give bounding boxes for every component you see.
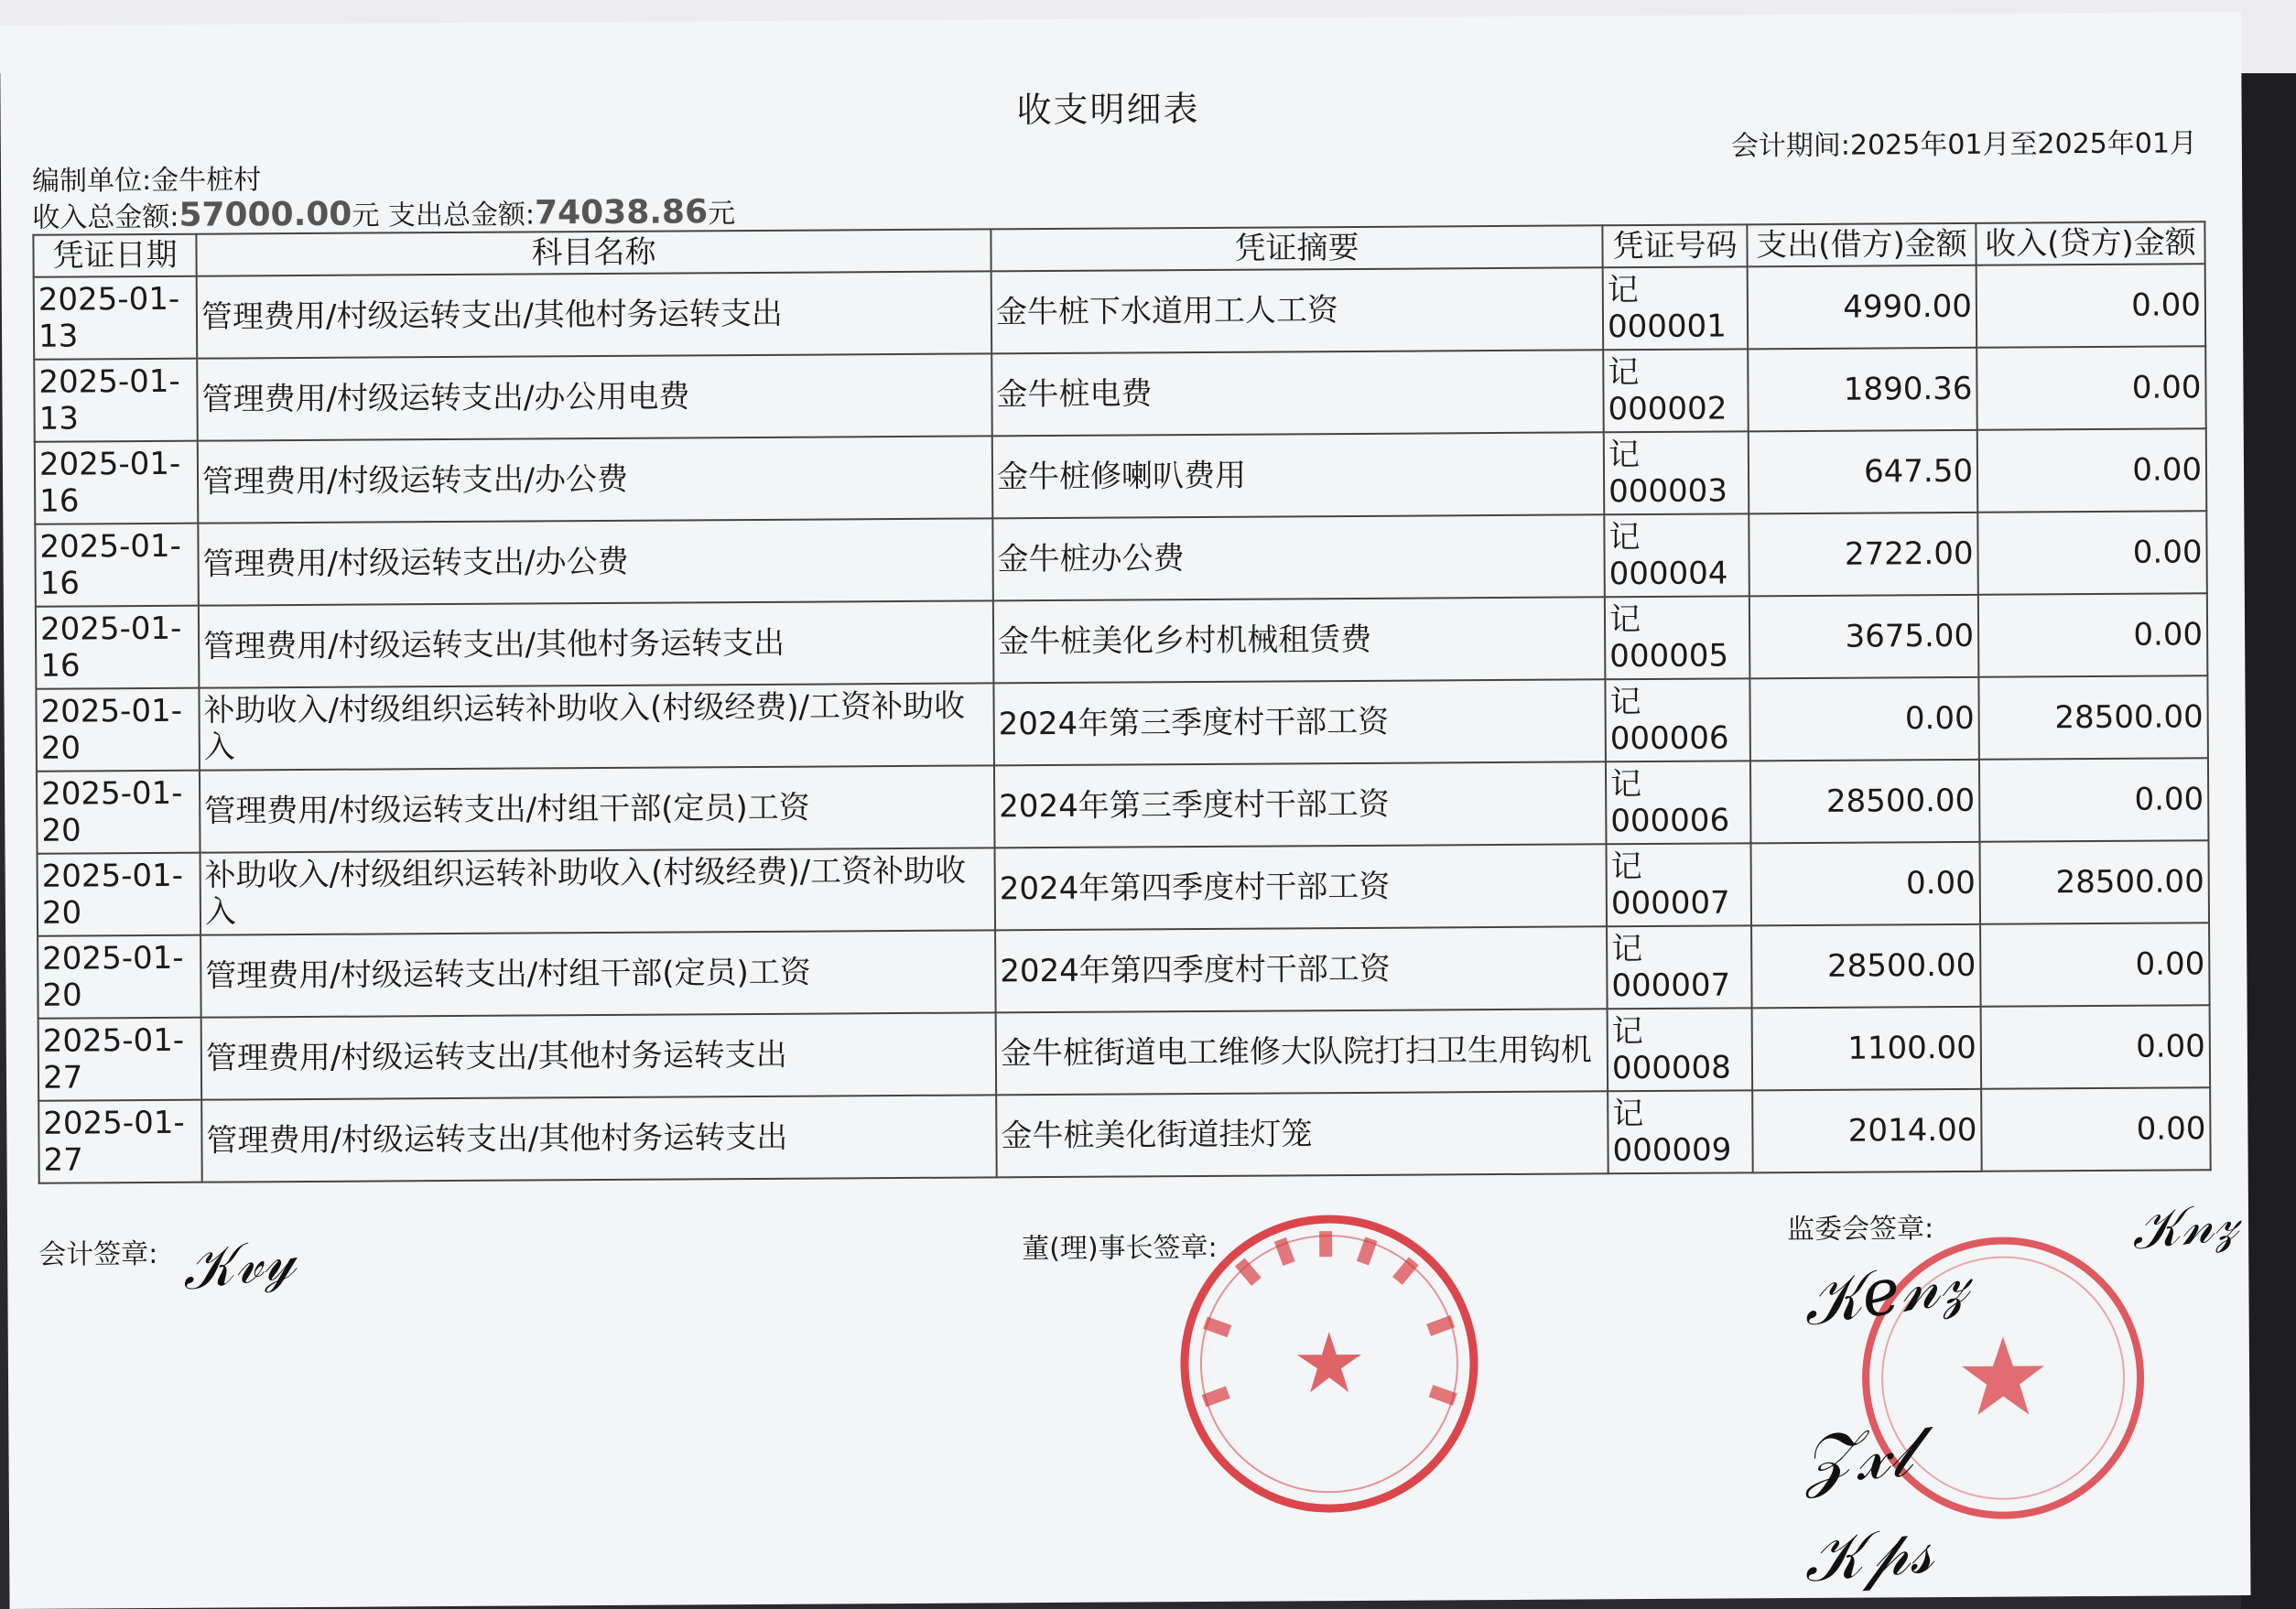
accountant-handwritten-signature: 𝒦𝓋𝓎 [178, 1224, 299, 1304]
cell-subject: 补助收入/村级组织运转补助收入(村级经费)/工资补助收入 [199, 683, 994, 770]
cell-date: 2025-01-20 [37, 771, 200, 854]
totals-line [32, 190, 735, 235]
table-row [38, 1087, 2211, 1182]
column-header-credit: 收入(贷方)金额 [1976, 221, 2204, 265]
supervisor-handwritten-signature-1: 𝒦𝑒𝓃𝓏 [1797, 1242, 1974, 1342]
column-header-subject: 科目名称 [196, 229, 991, 275]
cell-credit: 0.00 [1978, 593, 2208, 677]
cell-debit: 28500.00 [1750, 760, 1980, 844]
cell-debit: 2014.00 [1752, 1089, 1982, 1173]
table-row [38, 1005, 2211, 1100]
cell-subject: 管理费用/村级运转支出/其他村务运转支出 [197, 271, 992, 358]
cell-credit: 0.00 [1977, 346, 2206, 430]
supervisor-handwritten-signature-2: 𝒵𝓍𝓁 [1800, 1410, 1915, 1501]
cell-summary: 金牛桩美化乡村机械租赁费 [993, 597, 1606, 683]
table-row [34, 264, 2206, 359]
table-row [36, 593, 2208, 688]
column-header-date: 凭证日期 [33, 234, 196, 277]
cell-voucher: 记000004 [1604, 513, 1749, 597]
column-header-voucher: 凭证号码 [1602, 224, 1747, 267]
table-row [34, 346, 2206, 441]
compiling-unit: 编制单位:金牛桩村 [31, 164, 262, 198]
income-total-value: 57000.00 [179, 195, 352, 234]
cell-debit: 0.00 [1749, 677, 1979, 761]
chairman-red-seal-icon [1168, 1203, 1490, 1525]
table-row [35, 511, 2207, 606]
cell-voucher: 记000003 [1604, 431, 1749, 514]
cell-summary: 金牛桩美化街道挂灯笼 [996, 1091, 1608, 1177]
cell-subject: 管理费用/村级运转支出/村组干部(定员)工资 [200, 930, 996, 1017]
cell-subject: 管理费用/村级运转支出/办公费 [198, 436, 993, 523]
cell-subject: 管理费用/村级运转支出/其他村务运转支出 [201, 1095, 997, 1182]
cell-date: 2025-01-16 [35, 441, 199, 524]
cell-date: 2025-01-16 [35, 524, 199, 607]
accounting-period: 会计期间:2025年01月至2025年01月 [1730, 127, 2198, 163]
cell-voucher: 记000001 [1603, 266, 1749, 350]
cell-summary: 金牛桩办公费 [992, 514, 1605, 600]
cell-credit: 0.00 [1977, 264, 2206, 348]
cell-subject: 补助收入/村级组织运转补助收入(村级经费)/工资补助收入 [200, 848, 996, 934]
cell-summary: 金牛桩电费 [991, 350, 1604, 436]
cell-subject: 管理费用/村级运转支出/办公费 [198, 518, 993, 605]
cell-credit: 0.00 [1979, 758, 2209, 842]
cell-voucher: 记000007 [1606, 843, 1751, 926]
cell-debit: 1100.00 [1752, 1007, 1982, 1091]
cell-credit: 0.00 [1977, 511, 2207, 595]
table-row [38, 923, 2210, 1018]
cell-subject: 管理费用/村级运转支出/其他村务运转支出 [199, 600, 994, 687]
cell-subject: 管理费用/村级运转支出/其他村务运转支出 [201, 1012, 997, 1099]
cell-credit: 0.00 [1981, 1005, 2211, 1089]
cell-debit: 4990.00 [1748, 265, 1977, 350]
cell-voucher: 记000006 [1606, 761, 1751, 844]
cell-summary: 2024年第四季度村干部工资 [995, 926, 1608, 1012]
chairman-signature-label: 董(理)事长签章: [1022, 1231, 1218, 1266]
document-title: 收支明细表 [1016, 88, 1200, 131]
cell-summary: 2024年第四季度村干部工资 [995, 844, 1608, 930]
cell-debit: 0.00 [1750, 842, 1980, 926]
cell-date: 2025-01-20 [38, 935, 201, 1019]
cell-summary: 金牛桩修喇叭费用 [992, 432, 1605, 518]
cell-voucher: 记000009 [1608, 1090, 1753, 1173]
column-header-debit: 支出(借方)金额 [1747, 223, 1976, 267]
supervisor-signature-label: 监委会签章: [1786, 1213, 1934, 1247]
cell-date: 2025-01-20 [38, 853, 201, 936]
cell-debit: 647.50 [1749, 430, 1978, 514]
cell-subject: 管理费用/村级运转支出/村组干部(定员)工资 [200, 765, 995, 852]
cell-summary: 2024年第三季度村干部工资 [993, 679, 1606, 765]
cell-date: 2025-01-13 [34, 359, 198, 442]
ledger-table [32, 221, 2211, 1183]
cell-credit: 0.00 [1977, 428, 2207, 513]
table-row [36, 675, 2208, 771]
cell-debit: 2722.00 [1749, 513, 1978, 597]
cell-date: 2025-01-27 [38, 1018, 202, 1101]
cell-date: 2025-01-13 [34, 276, 198, 360]
cell-debit: 1890.36 [1748, 348, 1977, 432]
cell-summary: 金牛桩街道电工维修大队院打扫卫生用钩机 [996, 1009, 1608, 1095]
cell-credit: 28500.00 [1978, 675, 2208, 760]
supervisor-handwritten-signature-3: 𝒦𝓅𝓈 [1801, 1512, 1935, 1597]
expense-total-label: 元 支出总金额: [352, 199, 536, 232]
cell-voucher: 记000007 [1607, 925, 1752, 1009]
cell-date: 2025-01-27 [38, 1100, 202, 1183]
cell-credit: 0.00 [1981, 1087, 2211, 1172]
cell-date: 2025-01-20 [36, 688, 200, 772]
cell-summary: 2024年第三季度村干部工资 [994, 761, 1607, 848]
table-row [38, 840, 2210, 935]
cell-debit: 28500.00 [1751, 924, 1981, 1009]
cell-date: 2025-01-16 [36, 606, 200, 689]
document-sheet [0, 12, 2251, 1609]
accountant-signature-label: 会计签章: [38, 1237, 158, 1271]
cell-voucher: 记000008 [1608, 1008, 1753, 1091]
cell-credit: 0.00 [1980, 923, 2210, 1007]
cell-voucher: 记000006 [1605, 678, 1750, 761]
supervisor-handwritten-signature-corner: 𝒦𝓃𝓏 [2128, 1190, 2241, 1262]
cell-summary: 金牛桩下水道用工人工资 [991, 267, 1604, 353]
cell-credit: 28500.00 [1979, 840, 2209, 924]
cell-subject: 管理费用/村级运转支出/办公用电费 [197, 353, 992, 440]
currency-unit: 元 [707, 198, 736, 231]
cell-voucher: 记000002 [1603, 349, 1749, 432]
expense-total-value: 74038.86 [534, 193, 709, 232]
cell-debit: 3675.00 [1749, 595, 1979, 679]
cell-voucher: 记000005 [1605, 596, 1750, 679]
income-total-label: 收入总金额: [32, 200, 179, 234]
table-row [37, 758, 2209, 853]
ledger-body [34, 264, 2211, 1182]
table-row [35, 428, 2207, 524]
column-header-summary: 凭证摘要 [991, 225, 1602, 271]
